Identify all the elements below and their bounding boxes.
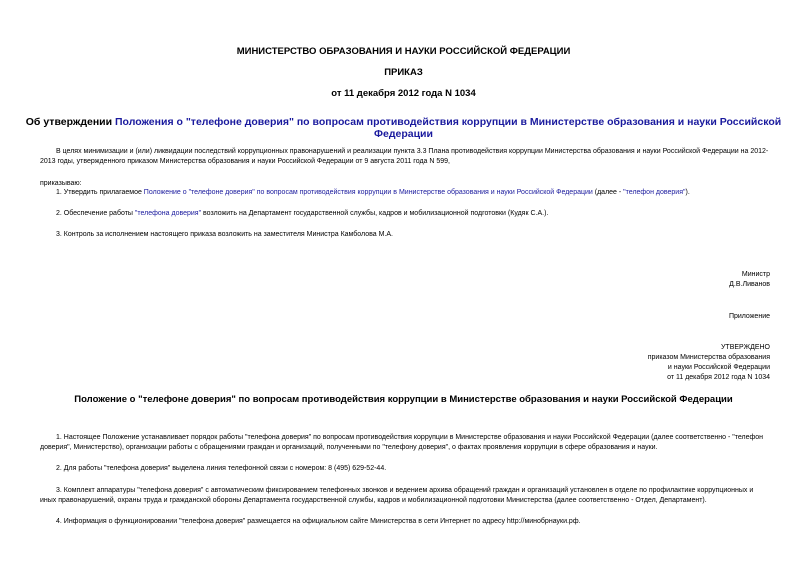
regulation-title: Положение о "телефоне доверия" по вопросам противодействия коррупции в Министерстве образования и науки Российской Федерации bbox=[74, 394, 733, 405]
regulation-paragraph-4: 4. Информация о функционировании "телефона доверия" размещается на официальном сайте Министерства в сети Интернет по адресу http://минобрнауки.рф. bbox=[56, 518, 581, 525]
item-1-hotline-link[interactable]: "телефон доверия" bbox=[623, 189, 686, 196]
approved-line-2: и науки Российской Федерации bbox=[667, 364, 770, 371]
ministry-heading: МИНИСТЕРСТВО ОБРАЗОВАНИЯ И НАУКИ РОССИЙСКОЙ ФЕДЕРАЦИИ bbox=[236, 46, 571, 57]
appendix-label: Приложение bbox=[728, 313, 770, 320]
signature-name: Д.В.Ливанов bbox=[729, 281, 770, 288]
doc-type-heading: ПРИКАЗ bbox=[384, 67, 423, 78]
item-2-prefix: 2. Обеспечение работы bbox=[56, 210, 135, 217]
item-1-suffix: ). bbox=[685, 189, 690, 196]
approved-line-3: от 11 декабря 2012 года N 1034 bbox=[667, 374, 770, 381]
order-item-2 bbox=[40, 209, 770, 219]
item-1-prefix: 1. Утвердить прилагаемое bbox=[56, 189, 144, 196]
order-word: приказываю: bbox=[40, 180, 82, 187]
item-1-middle: (далее - bbox=[592, 189, 624, 196]
approved-word: УТВЕРЖДЕНО bbox=[720, 344, 770, 351]
order-date-number: от 11 декабря 2012 года N 1034 bbox=[331, 88, 476, 99]
order-item-1 bbox=[40, 188, 770, 198]
order-title-link[interactable]: Положения о "телефоне доверия" по вопросам противодействия коррупции в Министерстве образования и науки Российской Федерации bbox=[115, 116, 782, 140]
item-1-regulation-link[interactable]: Положение о "телефоне доверия" по вопросам противодействия коррупции в Министерстве образования и науки Российской Федерации bbox=[143, 189, 593, 196]
item-2-hotline-link[interactable]: "телефона доверия" bbox=[134, 210, 202, 217]
regulation-paragraph-2: 2. Для работы "телефона доверия" выделена линия телефонной связи с номером: 8 (495) 629-52-44. bbox=[56, 465, 387, 472]
preamble-paragraph: В целях минимизации и (или) ликвидации последствий коррупционных правонарушений и реализации пункта 3.3 Плана противодействия коррупции Министерства образования и науки Российской Федерации на 2012-2013 годы, утвержденного приказом Министерства образования и науки Российской Федерации от 9 августа 2011 года N 599, bbox=[40, 148, 769, 165]
regulation-paragraph-1: 1. Настоящее Положение устанавливает порядок работы "телефона доверия" по вопросам противодействия коррупции в Министерстве образования и науки Российской Федерации (далее соответственно - "телефон доверия", Министерство), организации работы с обращениями граждан и организаций, полученными по "телефону доверия", о фактах проявления коррупции в сфере образования и науки. bbox=[40, 434, 763, 451]
order-title bbox=[0, 116, 807, 140]
item-2-suffix: возложить на Департамент государственной службы, кадров и мобилизационной подготовки (Кудяк С.А.). bbox=[201, 210, 549, 217]
order-item-3: 3. Контроль за исполнением настоящего приказа возложить на заместителя Министра Камболова М.А. bbox=[56, 231, 393, 238]
order-title-prefix: Об утверждении bbox=[25, 116, 115, 128]
signature-role: Министр bbox=[741, 271, 770, 278]
approved-line-1: приказом Министерства образования bbox=[647, 354, 770, 361]
regulation-paragraph-3: 3. Комплект аппаратуры "телефона доверия" с автоматическим фиксированием телефонных звонков и ведением архива обращений граждан и организаций установлен в отделе по профилактике коррупционных и иных правонарушений, охраны труда и гражданской обороны Департамента государственной службы, кадров и мобилизационной подготовки Министерства (далее соответственно - Отдел, Департамент). bbox=[40, 487, 754, 504]
